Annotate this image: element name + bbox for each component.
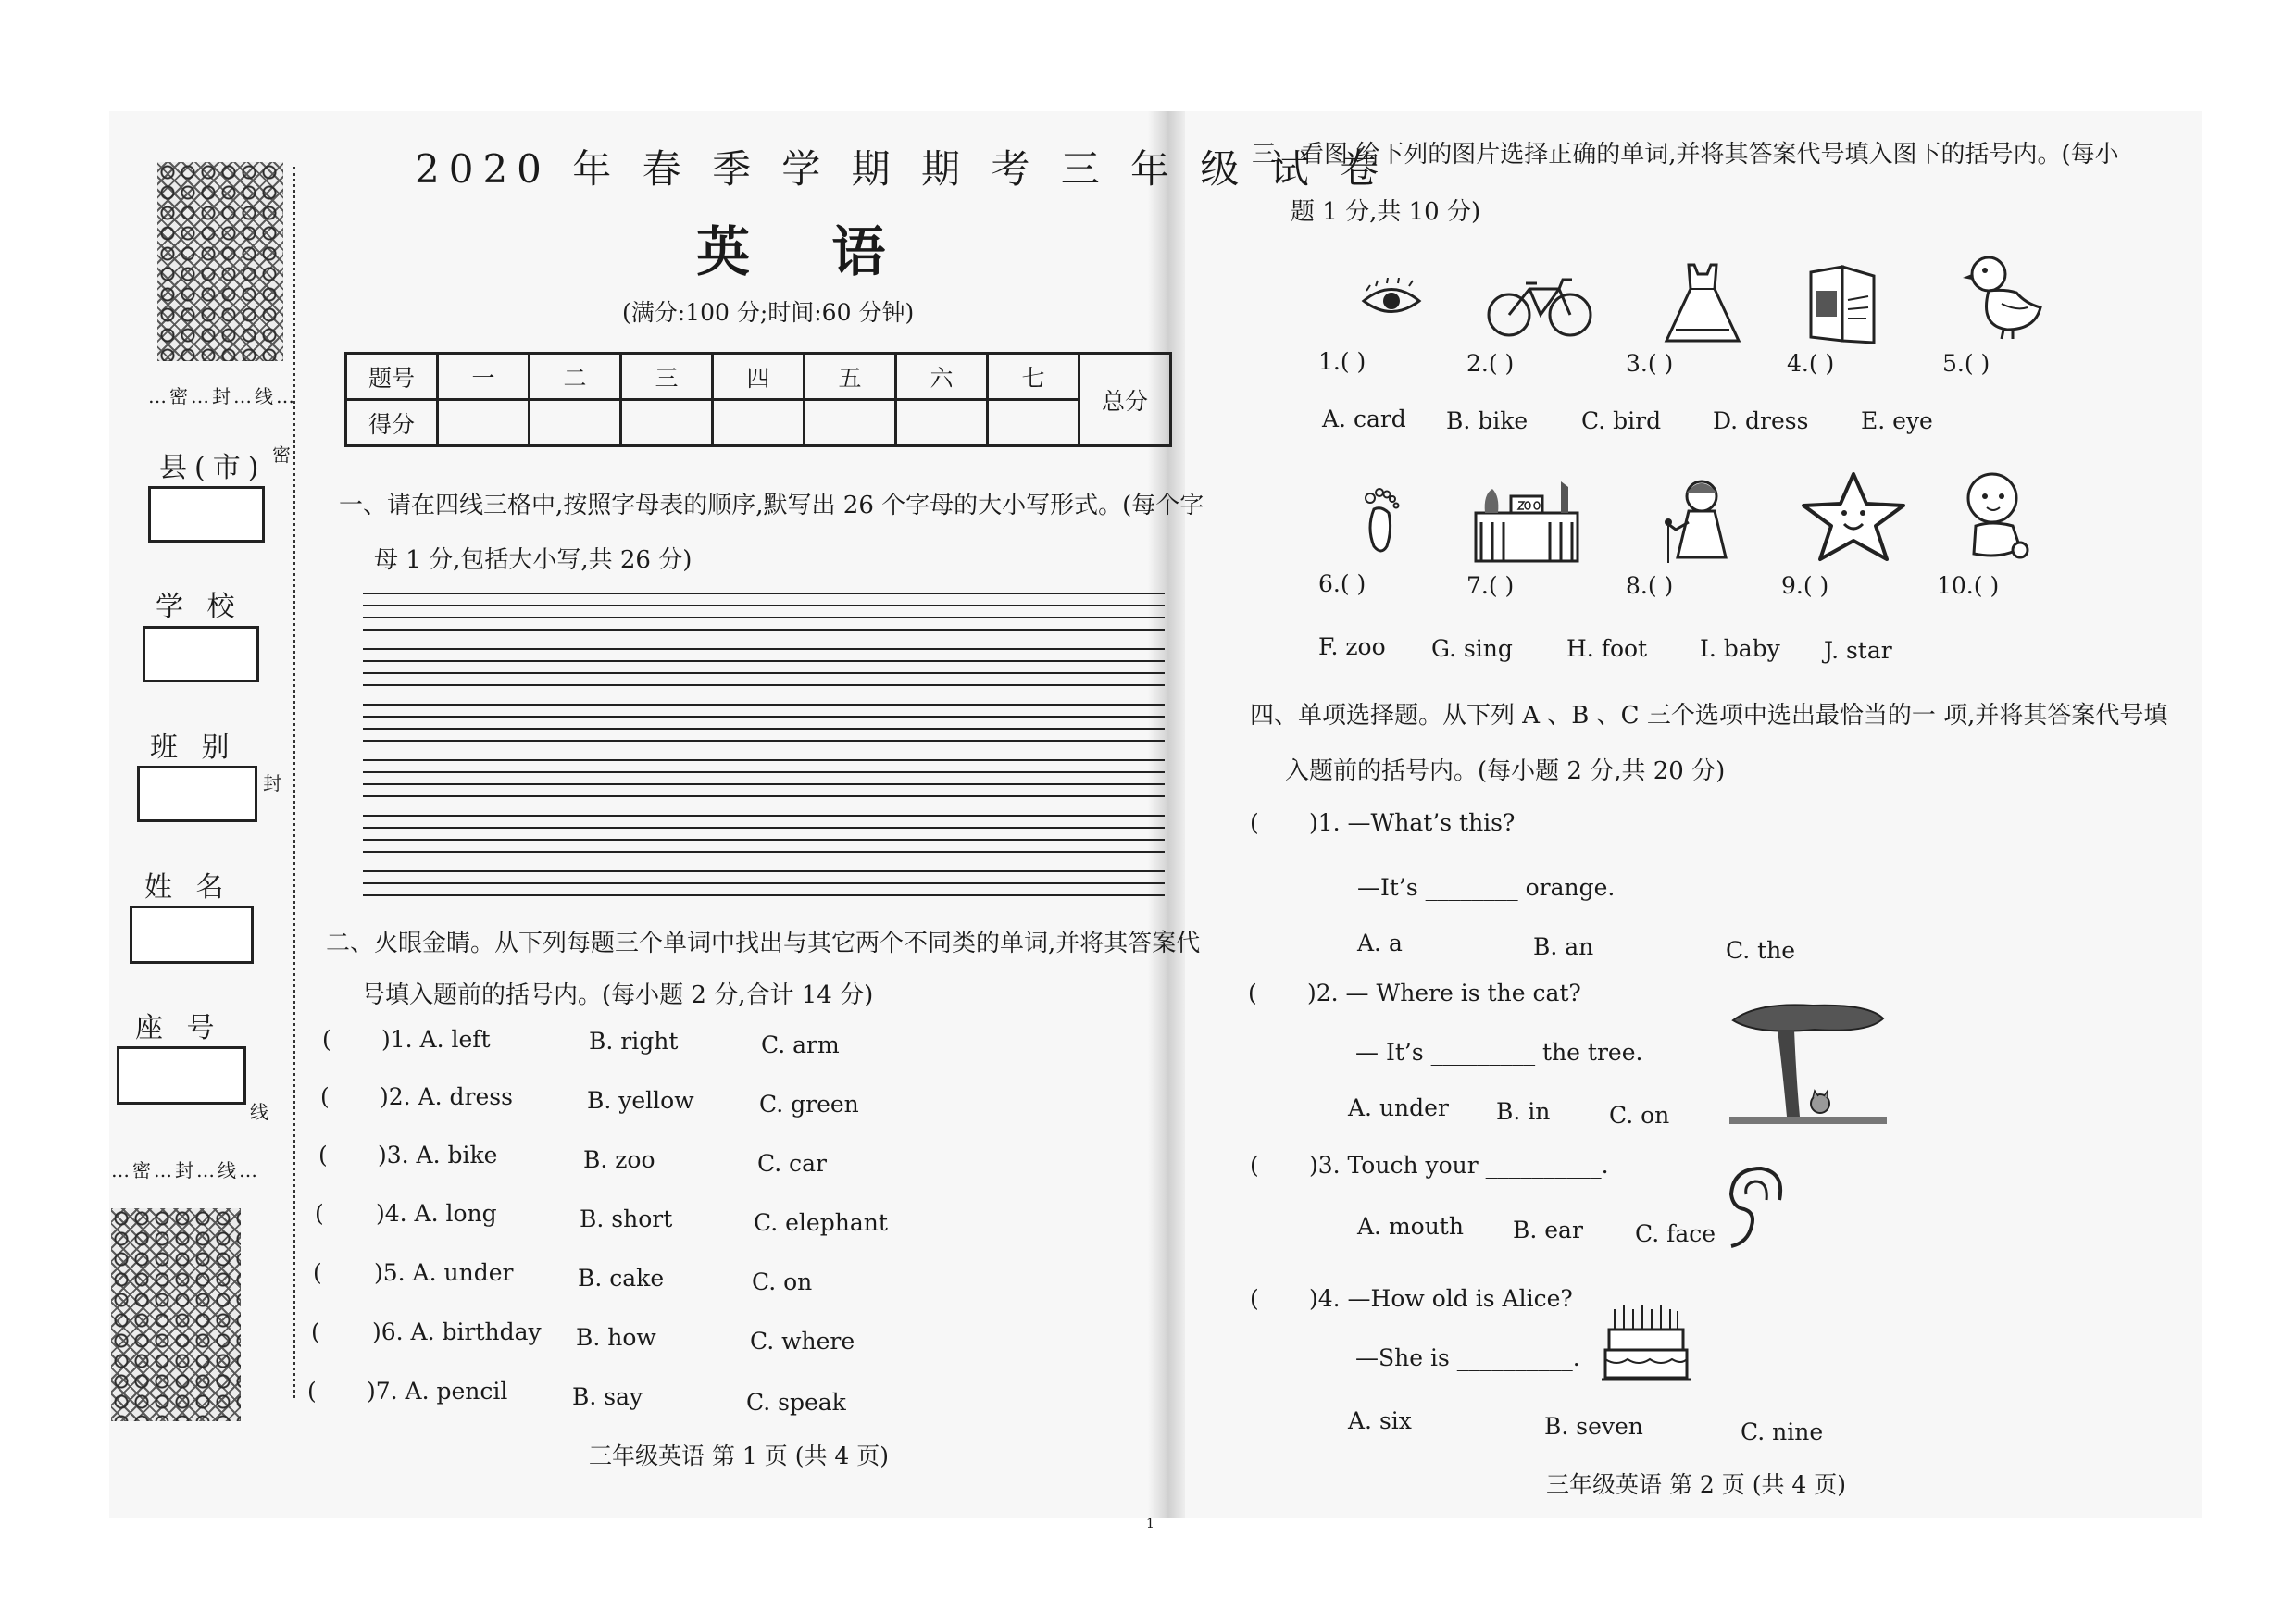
writing-line — [363, 870, 1165, 872]
seal-char-xian: 线 — [250, 1101, 271, 1123]
score-header-cell: 七 — [988, 354, 1079, 400]
answer-paren[interactable]: ( — [1250, 809, 1259, 836]
option-b: B. how — [576, 1324, 656, 1351]
question-number: )7. A. pencil — [367, 1378, 508, 1405]
section2-heading: 二、火眼金睛。从下列每题三个单词中找出与其它两个不同类的单词,并将其答案代 — [326, 930, 1201, 957]
field-label-county: 县(市) — [159, 452, 267, 484]
picture-answer-7[interactable]: 7.( ) — [1466, 572, 1515, 599]
writing-line — [363, 827, 1165, 829]
score-cell[interactable] — [438, 400, 530, 446]
section4-subheading: 入题前的括号内。(每小题 2 分,共 20 分) — [1285, 757, 1726, 785]
writing-line — [363, 882, 1165, 884]
section1-heading: 一、请在四线三格中,按照字母表的顺序,默写出 26 个字母的大小写形式。(每个字 — [339, 492, 1204, 519]
picture-answer-8[interactable]: 8.( ) — [1626, 572, 1674, 599]
question-number: )3. A. bike — [378, 1142, 498, 1168]
picture-option-d: D. dress — [1713, 407, 1809, 434]
school-field[interactable] — [143, 626, 259, 682]
score-header-cell: 总分 — [1079, 354, 1171, 446]
bike-icon — [1485, 274, 1594, 339]
security-pattern-bottom — [111, 1208, 241, 1421]
writing-line — [363, 684, 1165, 686]
option-b: B. yellow — [587, 1087, 694, 1114]
score-row-label: 得分 — [346, 400, 438, 446]
section3-subheading: 题 1 分,共 10 分) — [1291, 198, 1481, 226]
exam-info: (满分:100 分;时间:60 分钟) — [622, 299, 915, 326]
option-b: B. ear — [1513, 1217, 1583, 1243]
option-c: C. green — [759, 1091, 859, 1118]
writing-line — [363, 672, 1165, 674]
section4-heading: 四、单项选择题。从下列 A 、B 、C 三个选项中选出最恰当的一 项,并将其答案代号填 — [1250, 702, 2168, 730]
page-number: 1 — [1146, 1517, 1154, 1531]
eye-icon — [1359, 278, 1424, 324]
answer-paren[interactable]: ( — [313, 1259, 322, 1286]
answer-paren[interactable]: ( — [322, 1026, 331, 1053]
option-c: C. car — [757, 1150, 827, 1177]
section1-subheading: 母 1 分,包括大小写,共 26 分) — [374, 546, 693, 574]
seal-char-mi: 密 — [272, 443, 293, 466]
question-number: )5. A. under — [374, 1259, 514, 1286]
writing-line — [363, 771, 1165, 773]
dress-icon — [1661, 261, 1744, 346]
question-text: )2. — Where is the cat? — [1307, 980, 1581, 1006]
question-number: )1. A. left — [381, 1026, 491, 1053]
picture-answer-1[interactable]: 1.( ) — [1318, 348, 1366, 375]
writing-line — [363, 648, 1165, 650]
option-a: A. mouth — [1357, 1213, 1464, 1240]
county-field[interactable] — [148, 486, 265, 543]
picture-answer-6[interactable]: 6.( ) — [1318, 570, 1366, 597]
baby-icon — [1955, 468, 2039, 563]
field-label-seat: 座 号 — [135, 1012, 222, 1044]
page1-footer: 三年级英语 第 1 页 (共 4 页) — [589, 1443, 889, 1469]
answer-paren[interactable]: ( — [318, 1142, 328, 1168]
writing-line — [363, 617, 1165, 618]
answer-paren[interactable]: ( — [311, 1318, 320, 1345]
score-header-cell: 题号 — [346, 354, 438, 400]
option-a: A. under — [1348, 1094, 1449, 1121]
answer-paren[interactable]: ( — [1250, 1285, 1259, 1312]
seal-line-bottom: …密…封…线… — [111, 1159, 260, 1181]
writing-line — [363, 740, 1165, 742]
option-c: C. elephant — [754, 1209, 888, 1236]
seal-line-top: …密…封…线… — [148, 385, 297, 407]
picture-answer-5[interactable]: 5.( ) — [1942, 350, 1990, 377]
card-icon — [1803, 263, 1881, 346]
writing-line — [363, 593, 1165, 594]
writing-line — [363, 605, 1165, 606]
score-cell[interactable] — [621, 400, 713, 446]
page2-footer: 三年级英语 第 2 页 (共 4 页) — [1546, 1471, 1846, 1498]
answer-paren[interactable]: ( — [307, 1378, 317, 1405]
writing-line — [363, 759, 1165, 761]
option-c: C. nine — [1741, 1418, 1824, 1445]
seal-char-feng: 封 — [263, 772, 284, 794]
option-b: B. right — [589, 1028, 679, 1055]
writing-line — [363, 716, 1165, 718]
score-header-cell: 五 — [805, 354, 896, 400]
picture-option-h: H. foot — [1566, 635, 1648, 662]
writing-line — [363, 704, 1165, 706]
picture-answer-9[interactable]: 9.( ) — [1781, 572, 1829, 599]
question-text: )4. —How old is Alice? — [1309, 1285, 1573, 1312]
option-a: A. six — [1348, 1407, 1412, 1434]
field-label-school: 学 校 — [156, 591, 243, 623]
class-field[interactable] — [137, 766, 257, 822]
writing-line — [363, 839, 1165, 841]
question-number: )6. A. birthday — [372, 1318, 542, 1345]
answer-paren[interactable]: ( — [315, 1200, 324, 1227]
answer-paren[interactable]: ( — [1250, 1152, 1259, 1179]
question-text: )1. —What’s this? — [1309, 809, 1516, 836]
question-number: )4. A. long — [376, 1200, 497, 1227]
option-b: B. seven — [1544, 1413, 1643, 1440]
picture-option-b: B. bike — [1446, 407, 1529, 434]
score-header-cell: 一 — [438, 354, 530, 400]
score-cell[interactable] — [988, 400, 1079, 446]
score-header-cell: 六 — [896, 354, 988, 400]
section2-subheading: 号填入题前的括号内。(每小题 2 分,合计 14 分) — [361, 981, 874, 1009]
writing-line — [363, 728, 1165, 730]
bird-icon — [1961, 252, 2044, 341]
field-label-name: 姓 名 — [144, 871, 231, 904]
ear-icon — [1724, 1163, 1798, 1252]
foot-icon — [1357, 481, 1404, 556]
score-header-cell: 三 — [621, 354, 713, 400]
option-b: B. say — [572, 1383, 643, 1410]
field-label-class: 班 别 — [150, 731, 237, 764]
writing-line — [363, 851, 1165, 853]
writing-line — [363, 783, 1165, 785]
writing-line — [363, 894, 1165, 896]
answer-line: — It’s _________ the tree. — [1355, 1039, 1643, 1066]
option-c: C. arm — [761, 1031, 840, 1058]
score-header-cell: 二 — [530, 354, 621, 400]
score-header-cell: 四 — [713, 354, 805, 400]
singer-icon — [1655, 474, 1741, 565]
birthday-cake-icon — [1602, 1298, 1691, 1387]
picture-option-g: G. sing — [1431, 635, 1513, 662]
option-c: C. on — [1609, 1102, 1670, 1129]
answer-paren[interactable]: ( — [320, 1083, 330, 1110]
subject-title: 英 语 — [696, 220, 917, 283]
question-text: )3. Touch your __________. — [1309, 1152, 1609, 1179]
score-cell[interactable] — [713, 400, 805, 446]
picture-answer-2[interactable]: 2.( ) — [1466, 350, 1515, 377]
option-c: C. speak — [746, 1389, 846, 1416]
option-a: A. a — [1357, 930, 1403, 956]
option-b: B. zoo — [583, 1146, 655, 1173]
picture-answer-3[interactable]: 3.( ) — [1626, 350, 1674, 377]
seat-field[interactable] — [117, 1046, 246, 1105]
picture-option-i: I. baby — [1700, 635, 1780, 662]
picture-option-a: A. card — [1322, 406, 1406, 432]
writing-line — [363, 795, 1165, 797]
picture-option-e: E. eye — [1861, 407, 1933, 434]
option-b: B. cake — [578, 1265, 665, 1292]
answer-line: —She is __________. — [1355, 1344, 1580, 1371]
score-cell[interactable] — [530, 400, 621, 446]
option-b: B. in — [1496, 1098, 1551, 1125]
answer-line: —It’s ________ orange. — [1357, 874, 1616, 901]
section3-heading: 三、看图,给下列的图片选择正确的单词,并将其答案代号填入图下的括号内。(每小 — [1252, 141, 2119, 169]
exam-title: 2020 年 春 季 学 期 期 考 三 年 级 试 卷 — [415, 146, 1389, 192]
question-number: )2. A. dress — [380, 1083, 513, 1110]
option-b: B. an — [1533, 933, 1594, 960]
star-icon — [1798, 470, 1909, 563]
picture-option-c: C. bird — [1581, 407, 1662, 434]
picture-option-f: F. zoo — [1318, 633, 1386, 660]
picture-answer-10[interactable]: 10.( ) — [1937, 572, 2000, 599]
binding-dotted-line — [293, 167, 295, 1398]
zoo-icon — [1472, 476, 1581, 565]
answer-paren[interactable]: ( — [1248, 980, 1257, 1006]
score-cell[interactable] — [805, 400, 896, 446]
score-table — [344, 352, 1172, 447]
name-field[interactable] — [130, 906, 254, 964]
option-c: C. the — [1726, 937, 1796, 964]
option-c: C. face — [1635, 1220, 1716, 1247]
picture-option-j: J. star — [1824, 637, 1892, 664]
option-c: C. where — [750, 1328, 855, 1355]
security-pattern-top — [157, 162, 283, 361]
score-cell[interactable] — [896, 400, 988, 446]
writing-line — [363, 629, 1165, 631]
tree-cat-icon — [1729, 1002, 1887, 1128]
picture-answer-4[interactable]: 4.( ) — [1787, 350, 1835, 377]
option-b: B. short — [580, 1206, 673, 1232]
writing-line — [363, 815, 1165, 817]
writing-line — [363, 660, 1165, 662]
option-c: C. on — [752, 1268, 813, 1295]
